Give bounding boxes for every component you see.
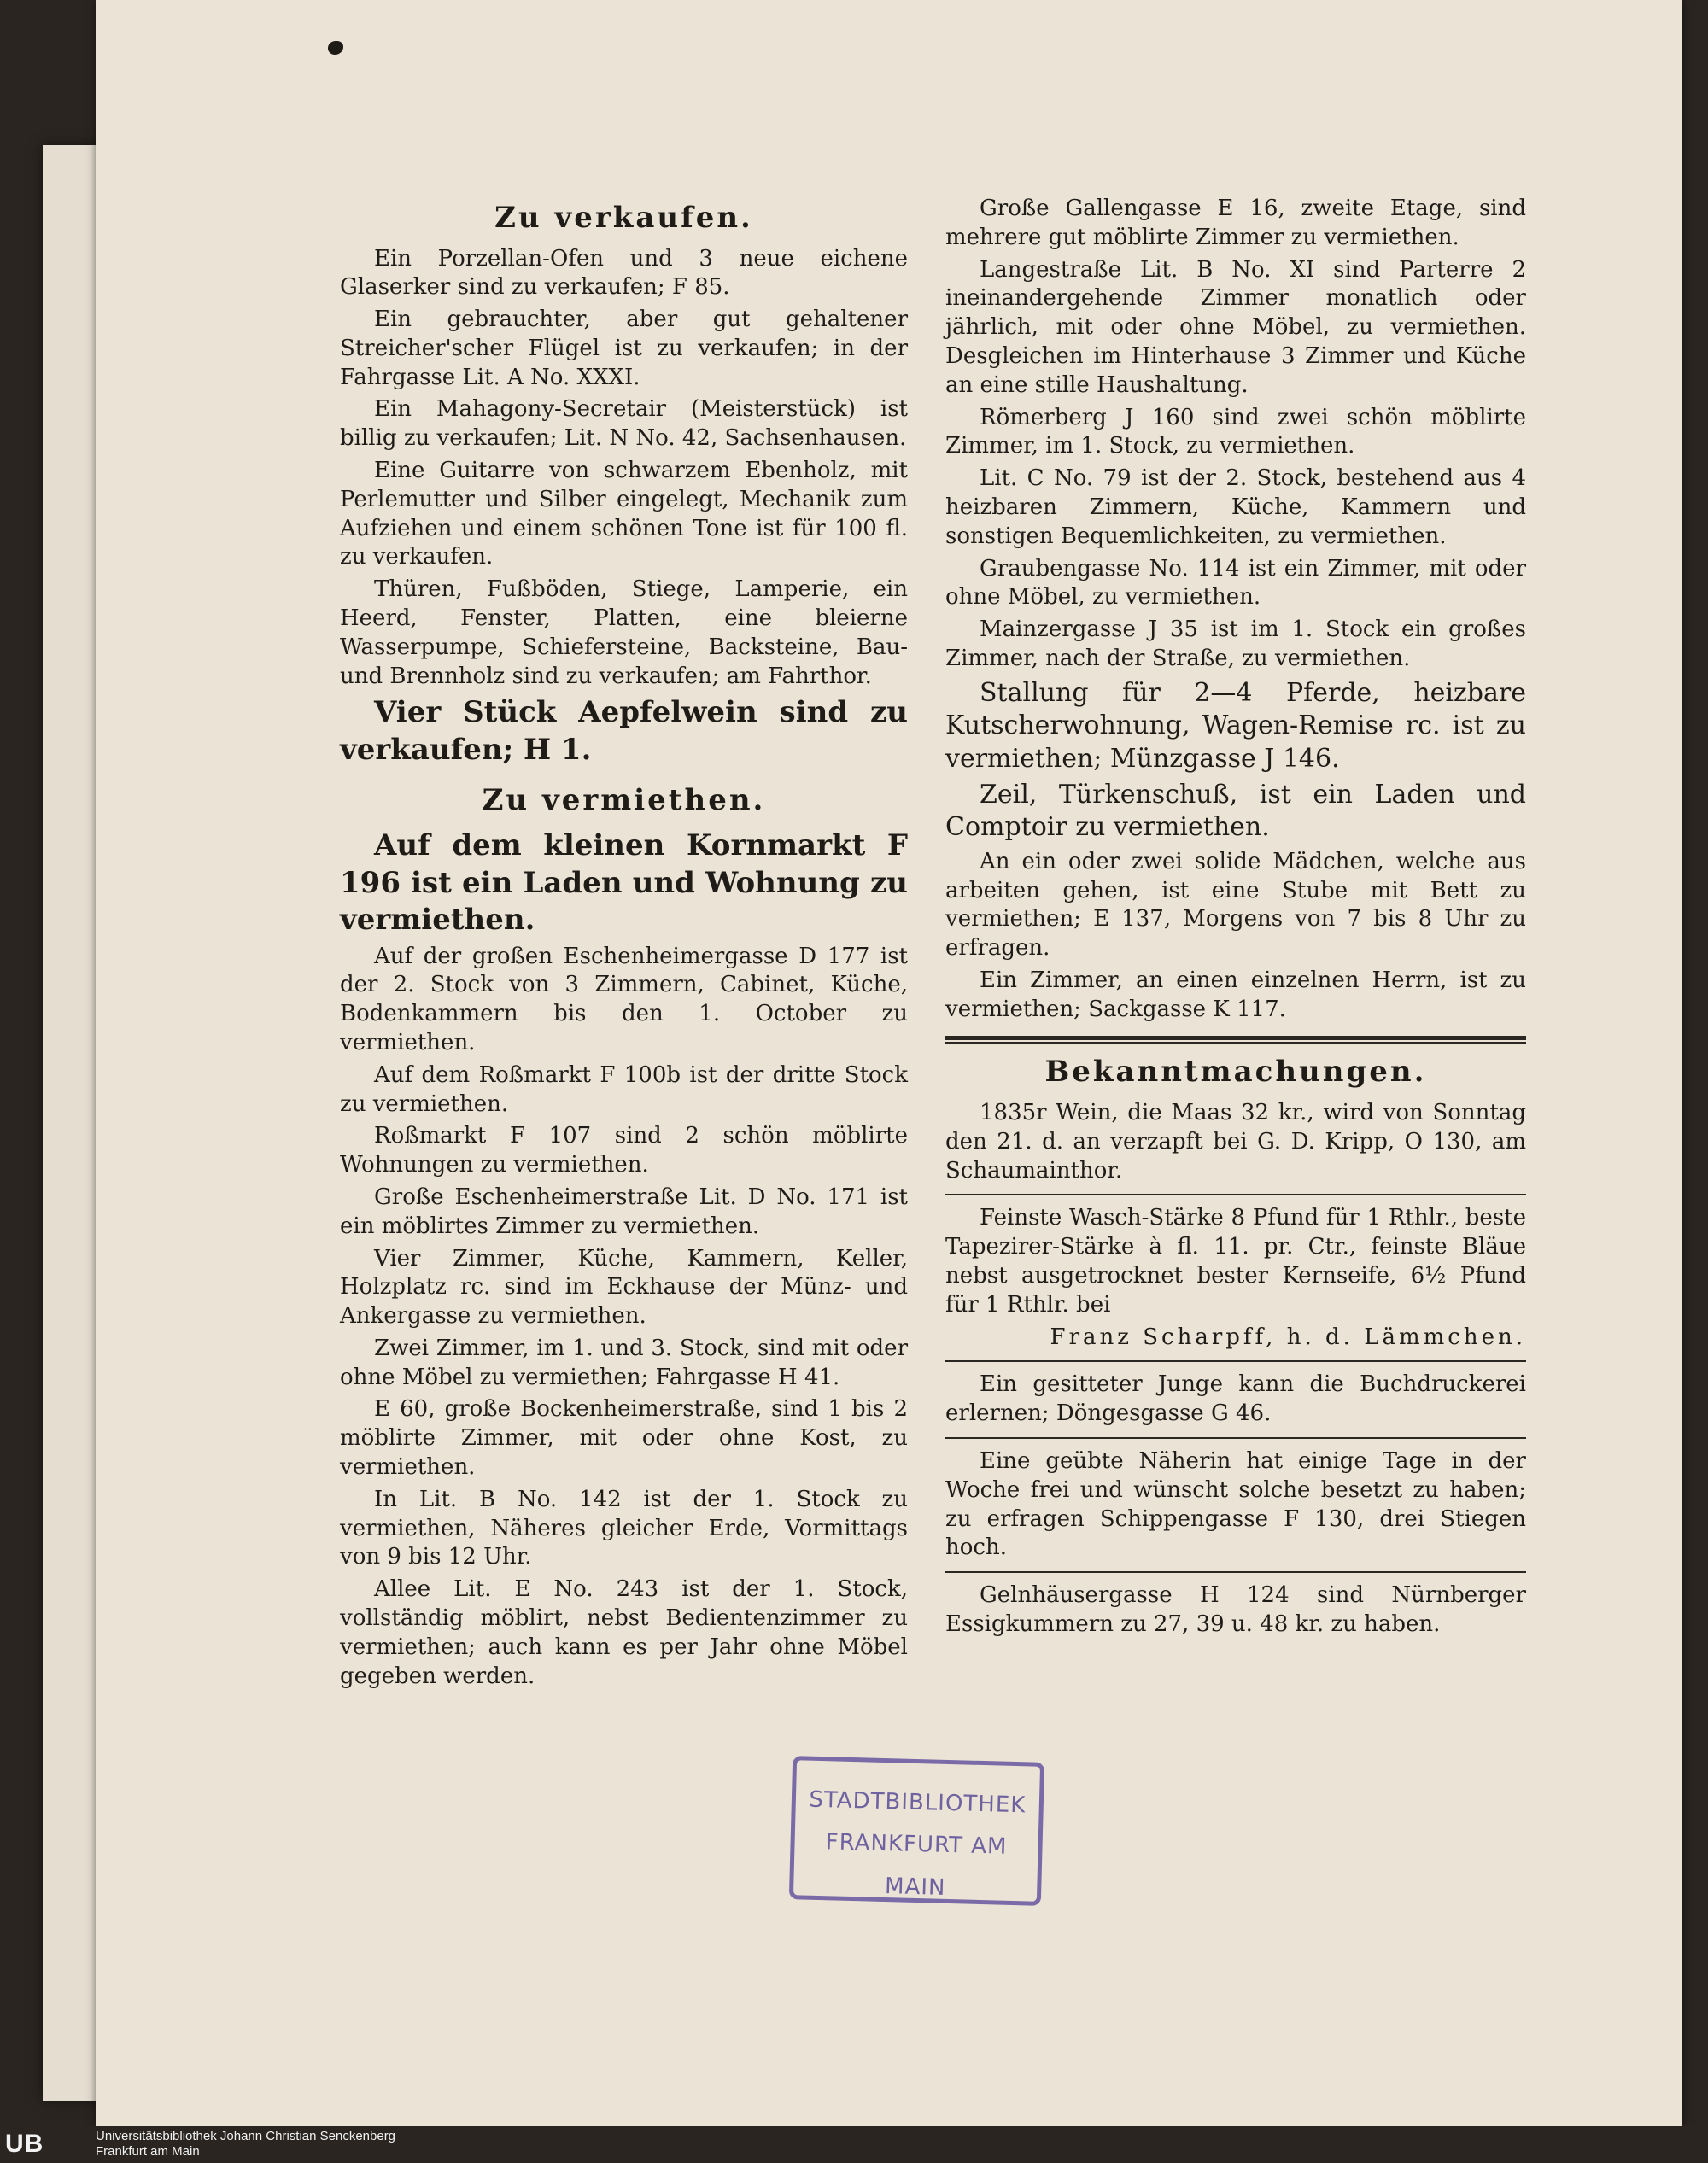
rent-ad: An ein oder zwei solide Mädchen, welche aus arbeiten gehen, ist eine Stube mit Bett zu vermiethen; E 137, Morgens von 7 bis 8 Uhr zu erfragen.: [945, 848, 1526, 962]
library-stamp: [789, 1756, 1044, 1906]
rent-ad: In Lit. B No. 142 ist der 1. Stock zu vermiethen, Näheres gleicher Erde, Vormittags von 9 bis 12 Uhr.: [340, 1486, 908, 1570]
heading-for-sale: Zu verkaufen.: [494, 201, 753, 235]
notice-divider: [945, 1360, 1526, 1362]
notice: 1835r Wein, die Maas 32 kr., wird von Sonntag den 21. d. an verzapft bei G. D. Kripp, O 130, am Schaumainthor.: [945, 1099, 1526, 1184]
rent-ad: Ein Zimmer, an einen einzelnen Herrn, ist zu vermiethen; Sackgasse K 117.: [945, 967, 1526, 1022]
rent-ad: Mainzergasse J 35 ist im 1. Stock ein großes Zimmer, nach der Straße, zu vermiethen.: [945, 617, 1526, 671]
stamp-line: FRANKFURT AM MAIN: [825, 1829, 1008, 1901]
sale-ad: Eine Guitarre von schwarzem Ebenholz, mit Perlemutter und Silber eingelegt, Mechanik zum Aufziehen und einem schönen Tone ist für 100 fl. zu verkaufen.: [340, 458, 908, 570]
sale-ad: Ein Mahagony-Secretair (Meisterstück) ist billig zu verkaufen; Lit. N No. 42, Sachsenhausen.: [340, 396, 908, 452]
rent-ad-large: Zeil, Türkenschuß, ist ein Laden und Comptoir zu vermiethen.: [945, 779, 1526, 843]
rent-ad: Auf dem Roßmarkt F 100b ist der dritte Stock zu vermiethen.: [340, 1061, 908, 1117]
rent-ad: Langestraße Lit. B No. XI sind Parterre 2 ineinandergehende Zimmer monatlich oder jährlich, mit oder ohne Möbel, zu vermiethen. Desgleichen im Hinterhause 3 Zimmer und Küche an eine stille Haushaltung.: [945, 256, 1526, 398]
heading-for-rent: Zu vermiethen.: [482, 783, 766, 818]
footer-text: [96, 2129, 395, 2160]
rent-ad: Lit. C No. 79 ist der 2. Stock, bestehend aus 4 heizbaren Zimmern, Küche, Kammern und sonstigen Bequemlichkeiten, zu vermiethen.: [945, 465, 1526, 549]
stamp-line: STADTBIBLIOTHEK: [809, 1786, 1027, 1819]
rent-ad: Römerberg J 160 sind zwei schön möblirte Zimmer, im 1. Stock, zu vermiethen.: [945, 404, 1526, 459]
section-divider: [945, 1036, 1526, 1044]
rent-ad-large: Auf dem kleinen Kornmarkt F 196 ist ein Laden und Wohnung zu vermiethen.: [340, 827, 908, 938]
notice: Eine geübte Näherin hat einige Tage in der Woche frei und wünscht solche besetzt zu haben; zu erfragen Schippengasse F 130, drei Stiegen hoch.: [945, 1447, 1526, 1561]
rent-ad: Vier Zimmer, Küche, Kammern, Keller, Holzplatz rc. sind im Eckhause der Münz- und Ankergasse zu vermiethen.: [340, 1245, 908, 1330]
rent-ad-large: Stallung für 2—4 Pferde, heizbare Kutscherwohnung, Wagen-Remise rc. ist zu vermiethen; Münzgasse J 146.: [945, 677, 1526, 774]
rent-ad: E 60, große Bockenheimerstraße, sind 1 bis 2 möblirte Zimmer, mit oder ohne Kost, zu vermiethen.: [340, 1396, 908, 1481]
sale-ad: Ein Porzellan-Ofen und 3 neue eichene Glaserker sind zu verkaufen; F 85.: [340, 245, 908, 301]
notice-divider: [945, 1437, 1526, 1439]
footer-bar: [0, 2126, 1708, 2163]
rent-ad: Große Eschenheimerstraße Lit. D No. 171 ist ein möblirtes Zimmer zu vermiethen.: [340, 1184, 908, 1239]
rent-ad: Graubengasse No. 114 ist ein Zimmer, mit oder ohne Möbel, zu vermiethen.: [945, 555, 1526, 611]
ub-logo: UB: [5, 2130, 44, 2158]
rent-ad: Allee Lit. E No. 243 ist der 1. Stock, vollständig möblirt, nebst Bedientenzimmer zu vermiethen; auch kann es per Jahr ohne Möbel gegeben werden.: [340, 1576, 908, 1689]
notice: Gelnhäusergasse H 124 sind Nürnberger Essigkummern zu 27, 39 u. 48 kr. zu haben.: [945, 1582, 1526, 1637]
notice-signature: Franz Scharpff, h. d. Lämmchen.: [1050, 1324, 1526, 1350]
rent-ad: Große Gallengasse E 16, zweite Etage, sind mehrere gut möblirte Zimmer zu vermiethen.: [945, 196, 1526, 250]
rent-ad: Roßmarkt F 107 sind 2 schön möblirte Wohnungen zu vermiethen.: [340, 1123, 908, 1178]
sale-ad: Ein gebrauchter, aber gut gehaltener Streicher'scher Flügel ist zu verkaufen; in der Fahrgasse Lit. A No. XXXI.: [340, 307, 908, 390]
notice-divider: [945, 1194, 1526, 1195]
right-column: [945, 195, 1526, 1643]
sale-ad-large: Vier Stück Aepfelwein sind zu verkaufen; H 1.: [340, 695, 908, 767]
notice: Ein gesitteter Junge kann die Buchdruckerei erlernen; Döngesgasse G 46.: [945, 1371, 1526, 1427]
notice: Feinste Wasch-Stärke 8 Pfund für 1 Rthlr., beste Tapezirer-Stärke à fl. 11. pr. Ctr., feinste Bläue nebst ausgetrocknet bester Kernseife, 6½ Pfund für 1 Rthlr. bei: [945, 1205, 1526, 1318]
left-column: [340, 195, 908, 1694]
footer-line: Universitätsbibliothek Johann Christian Senckenberg: [96, 2129, 396, 2143]
rent-ad: Zwei Zimmer, im 1. und 3. Stock, sind mit oder ohne Möbel zu vermiethen; Fahrgasse H 41.: [340, 1335, 908, 1390]
notice-divider: [945, 1571, 1526, 1573]
sale-ad: Thüren, Fußböden, Stiege, Lamperie, ein Heerd, Fenster, Platten, eine bleierne Wasserpumpe, Schiefersteine, Backsteine, Bau- und Brennholz sind zu verkaufen; am Fahrthor.: [340, 576, 908, 689]
heading-notices: Bekanntmachungen.: [1044, 1055, 1427, 1090]
rent-ad: Auf der großen Eschenheimergasse D 177 ist der 2. Stock von 3 Zimmern, Cabinet, Küche, Bodenkammern bis den 1. October zu vermiethen.: [340, 943, 908, 1055]
footer-line: Frankfurt am Main: [96, 2144, 200, 2159]
